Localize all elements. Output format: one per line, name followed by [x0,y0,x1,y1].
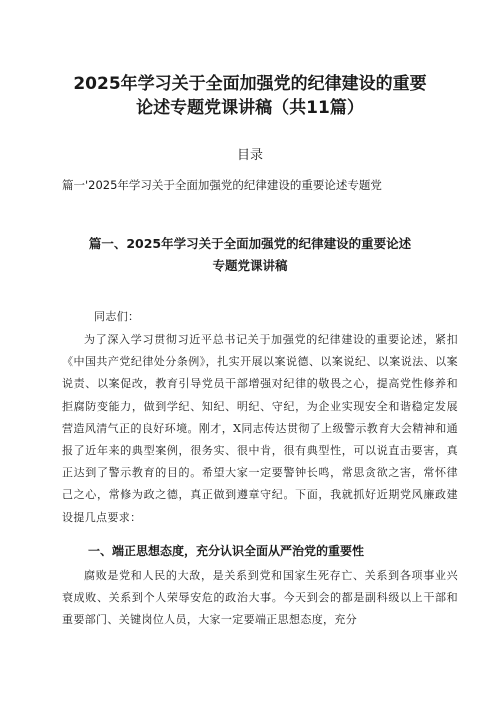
section-title-line-2: 专题党课讲稿 [212,258,288,273]
document-title-line-2: 论述专题党课讲稿（共11篇） [136,98,364,118]
toc-item-1[interactable]: 篇一'2025年学习关于全面加强党的纪律建设的重要论述专题党 [62,178,382,192]
toc-heading: 目录 [236,148,263,163]
body-paragraph-1: 为了深入学习贯彻习近平总书记关于加强党的纪律建设的重要论述，紧扣《中国共产党纪律处分条例》，扎实开展以案说德、以案说纪、以案说法、以案说责、以案促改，教育引导党员干部增强对纪律的敬畏之心，提高党性修养和拒腐防变能力，做到学纪、知纪、明纪、守纪，为企业实现安全和谐稳定发展营造风清气正的良好环境。刚才，X同志传达贯彻了上级警示教育大会精神和通报了近年来的典型案例，很务实、很中肯，很有典型性，可以说直击要害，真正达到了警示教育的目的。希望大家一定要警钟长鸣，常思贪欲之害，常怀律己之心，常修为政之德，真正做到遵章守纪。下面，我就抓好近期党风廉政建设提几点要求： [62,333,458,524]
section-heading-1: 一、端正思想态度，充分认识全面从严治党的重要性 [88,544,365,558]
document-title-line-1: 2025年学习关于全面加强党的纪律建设的重要 [73,74,427,94]
body-paragraph-2: 腐败是党和人民的大敌，是关系到党和国家生死存亡、关系到各项事业兴衰成败、关系到个人荣辱安危的政治大事。今天到会的都是副科级以上干部和重要部门、关键岗位人员，大家一定要端正思想态度，充分 [62,569,458,627]
section-title-line-1: 篇一、2025年学习关于全面加强党的纪律建设的重要论述 [88,236,412,251]
greeting: 同志们： [94,310,140,323]
